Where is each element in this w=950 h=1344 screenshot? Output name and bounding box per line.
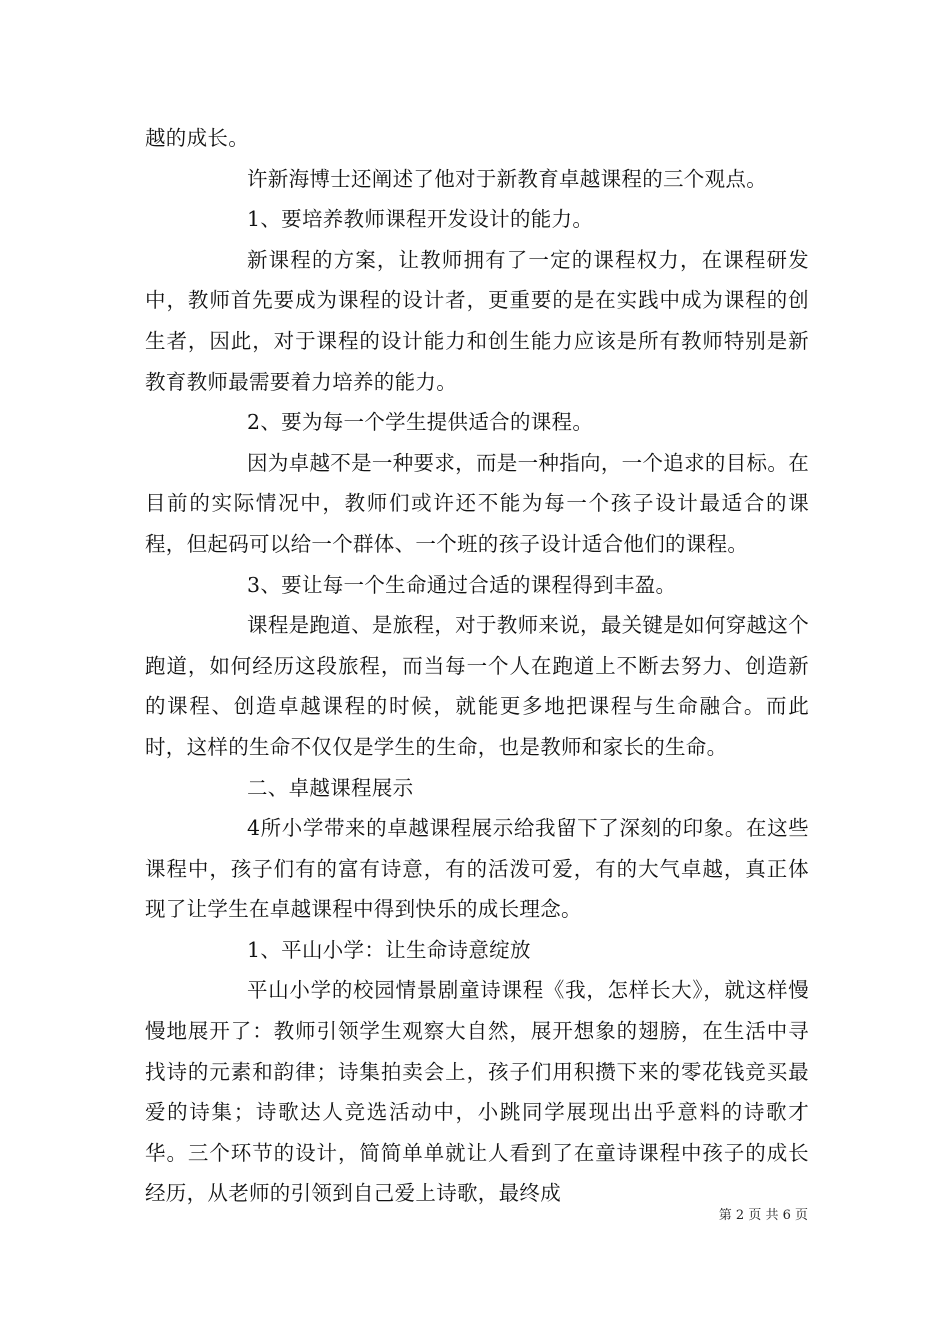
paragraph-6: 因为卓越不是一种要求，而是一种指向，一个追求的目标。在目前的实际情况中，教师们或许还不能为每一个孩子设计最适合的课程，但起码可以给一个群体、一个班的孩子设计适合他们的课程。 [145,450,809,556]
point-heading-1: 1、要培养教师课程开发设计的能力。 [247,207,594,232]
school-heading-1: 1、平山小学：让生命诗意绽放 [247,937,531,962]
section-heading: 二、卓越课程展示 [247,775,414,800]
page-number: 第 2 页 共 6 页 [718,1208,808,1223]
page-footer [0,1207,808,1225]
paragraph-2: 许新海博士还阐述了他对于新教育卓越课程的三个观点。 [247,166,767,191]
point-heading-2: 2、要为每一个学生提供适合的课程。 [247,410,594,435]
paragraph-1: 越的成长。 [145,126,249,150]
document-body [145,118,809,1214]
paragraph-8: 课程是跑道、是旅程，对于教师来说，最关键是如何穿越这个跑道，如何经历这段旅程，而当每一个人在跑道上不断去努力、创造新的课程、创造卓越课程的时候，就能更多地把课程与生命融合。而此时，这样的生命不仅仅是学生的生命，也是教师和家长的生命。 [145,613,809,759]
paragraph-10: 4所小学带来的卓越课程展示给我留下了深刻的印象。在这些课程中，孩子们有的富有诗意，有的活泼可爱，有的大气卓越，真正体现了让学生在卓越课程中得到快乐的成长理念。 [145,816,809,922]
paragraph-4: 新课程的方案，让教师拥有了一定的课程权力，在课程研发中，教师首先要成为课程的设计者，更重要的是在实践中成为课程的创生者，因此，对于课程的设计能力和创生能力应该是所有教师特别是新教育教师最需要着力培养的能力。 [145,247,809,394]
paragraph-12: 平山小学的校园情景剧童诗课程《我，怎样长大》，就这样慢慢地展开了：教师引领学生观察大自然，展开想象的翅膀，在生活中寻找诗的元素和韵律；诗集拍卖会上，孩子们用积攒下来的零花钱竞买最爱的诗集；诗歌达人竞选活动中，小跳同学展现出出乎意料的诗歌才华。三个环节的设计，简简单单就让人看到了在童诗课程中孩子的成长经历，从老师的引领到自己爱上诗歌，最终成 [145,978,809,1206]
point-heading-3: 3、要让每一个生命通过合适的课程得到丰盈。 [247,572,677,597]
